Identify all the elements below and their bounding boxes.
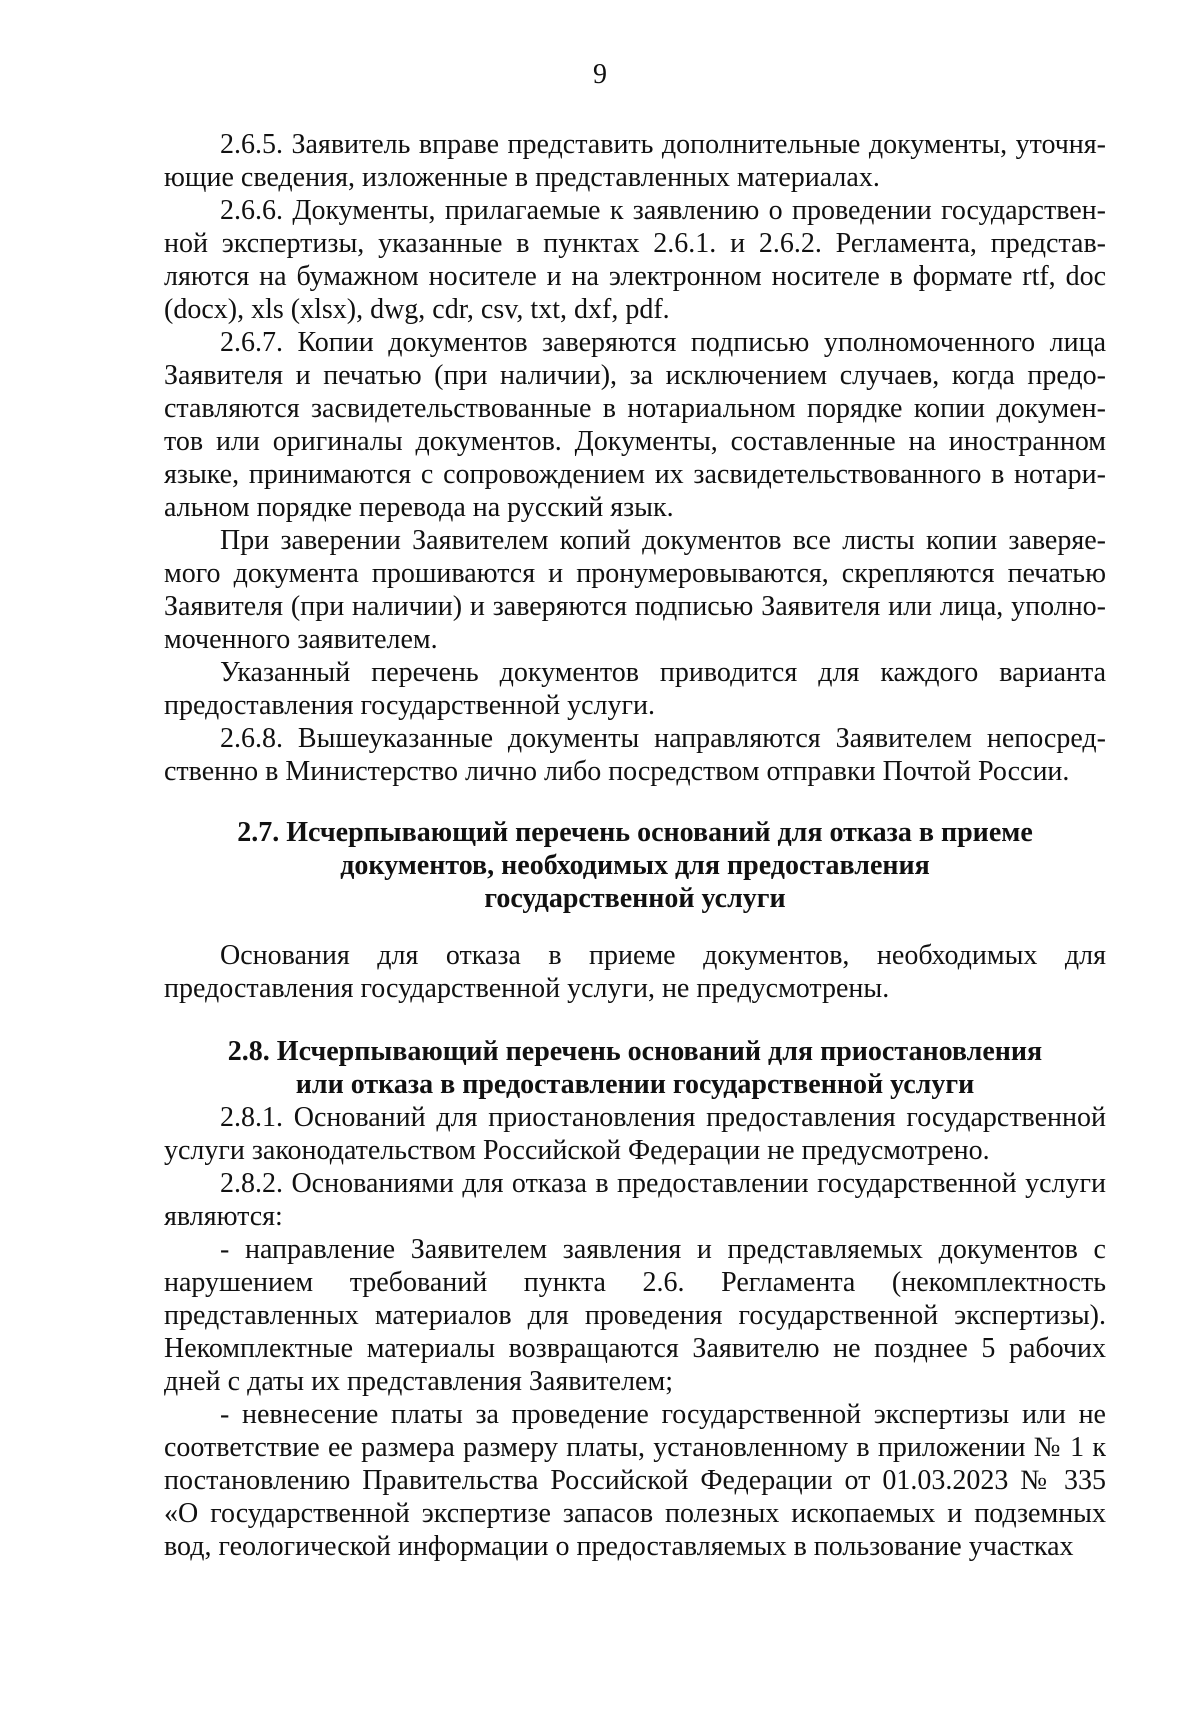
paragraph-2-7: Основания для отказа в приеме документов, необходимых для предоставления государственной услуги, не предусмотрены. [164, 940, 1106, 1004]
paragraph-certification: При заверении Заявителем копий документов все листы копии заверяемого документа прошиваются и пронумеровываются, скрепляются печатью Заявителя (при наличии) и заверяются подписью Заявителя или лица, уполномоченного заявителем. [164, 525, 1106, 655]
page-number: 9 [593, 59, 607, 90]
heading-line: государственной услуги [484, 883, 786, 914]
paragraph-2-6-8: 2.6.8. Вышеуказанные документы направляются Заявителем непосредственно в Министерство лично либо посредством отправки Почтой России. [164, 723, 1106, 787]
paragraph-2-8-1: 2.8.1. Оснований для приостановления предоставления государственной услуги законодательством Российской Федерации не предусмотрено. [164, 1102, 1106, 1166]
paragraph-2-6-7: 2.6.7. Копии документов заверяются подписью уполномоченного лица Заявителя и печатью (при наличии), за исключением случаев, когда предоставляются засвидетельствованные в нотариальном порядке копии документов или оригиналы документов. Документы, составленные на иностранном языке, принимаются с сопровождением их засвидетельствованного в нотариальном порядке перевода на русский язык. [164, 327, 1106, 523]
paragraph-2-6-5: 2.6.5. Заявитель вправе представить дополнительные документы, уточняющие сведения, изложенные в представленных материалах. [164, 129, 1106, 193]
heading-line: 2.7. Исчерпывающий перечень оснований для отказа в приеме [237, 817, 1033, 848]
section-2-7-heading [164, 816, 1106, 915]
list-item-incomplete-documents: - направление Заявителем заявления и представляемых документов с нарушением требований пункта 2.6. Регламента (некомплектность представленных материалов для проведения государственной экспертизы). Некомплектные материалы возвращаются Заявителю не позднее 5 рабочих дней с даты их представления Заявителем; [164, 1234, 1106, 1397]
heading-line: 2.8. Исчерпывающий перечень оснований для приостановления [227, 1036, 1043, 1067]
heading-line: документов, необходимых для предоставления [340, 850, 930, 881]
paragraph-2-8-2: 2.8.2. Основаниями для отказа в предоставлении государственной услуги являются: [164, 1168, 1106, 1232]
paragraph-2-6-6: 2.6.6. Документы, прилагаемые к заявлению о проведении государственной экспертизы, указанные в пунктах 2.6.1. и 2.6.2. Регламента, представляются на бумажном носителе и на электронном носителе в формате rtf, doc (docx), xls (xlsx), dwg, cdr, csv, txt, dxf, pdf. [164, 195, 1106, 325]
heading-line: или отказа в предоставлении государственной услуги [295, 1069, 975, 1100]
section-2-8-heading [164, 1035, 1106, 1101]
document-body [164, 128, 1106, 1563]
paragraph-document-list: Указанный перечень документов приводится для каждого варианта предоставления государственной услуги. [164, 657, 1106, 721]
list-item-unpaid-fee: - невнесение платы за проведение государственной экспертизы или не соответствие ее размера размеру платы, установленному в приложении № 1 к постановлению Правительства Российской Федерации от 01.03.2023 № 335 «О государственной экспертизе запасов полезных ископаемых и подземных вод, геологической информации о предоставляемых в пользование участках [164, 1399, 1106, 1562]
